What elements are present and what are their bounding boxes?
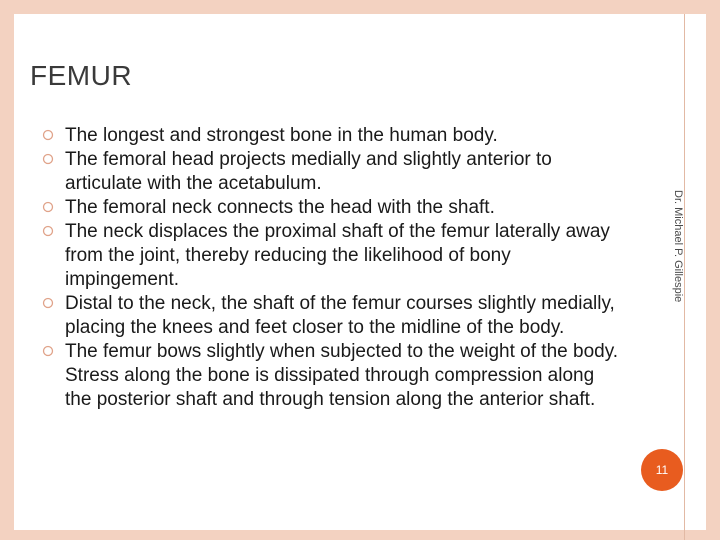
circle-bullet-icon	[42, 129, 54, 141]
circle-bullet-icon	[42, 297, 54, 309]
bullet-item	[44, 220, 624, 292]
bullet-text: Distal to the neck, the shaft of the femur courses slightly medially, placing the knees and feet closer to the midline of the body.	[65, 293, 615, 338]
bullet-item	[44, 340, 624, 412]
circle-bullet-icon	[42, 225, 54, 237]
circle-bullet-icon	[42, 345, 54, 357]
bullet-item	[44, 292, 624, 340]
bullet-text: The longest and strongest bone in the human body.	[65, 125, 498, 146]
bullet-item	[44, 124, 624, 148]
frame-left-border	[0, 0, 14, 540]
bullet-text: The femoral head projects medially and slightly anterior to articulate with the acetabulum.	[65, 149, 552, 194]
bullet-item	[44, 148, 624, 196]
divider-line	[684, 14, 685, 540]
circle-bullet-icon	[42, 153, 54, 165]
bullet-item	[44, 196, 624, 220]
bullet-text: The femur bows slightly when subjected to the weight of the body. Stress along the bone is dissipated through compression along the posterior shaft and through tension along the anterior shaft.	[65, 341, 619, 410]
bullet-text: The femoral neck connects the head with the shaft.	[65, 197, 495, 218]
frame-bottom-border	[0, 530, 720, 540]
bullet-text: The neck displaces the proximal shaft of the femur laterally away from the joint, thereby reducing the likelihood of bony impingement.	[65, 221, 610, 290]
page-number-badge	[641, 449, 683, 491]
bullet-list	[44, 124, 624, 412]
frame-right-border	[706, 0, 720, 540]
author-credit: Dr. Michael P. Gillespie	[672, 190, 684, 303]
circle-bullet-icon	[42, 201, 54, 213]
frame-top-border	[0, 0, 720, 14]
slide-title: FEMUR	[30, 60, 133, 91]
page-number: 11	[655, 463, 669, 477]
